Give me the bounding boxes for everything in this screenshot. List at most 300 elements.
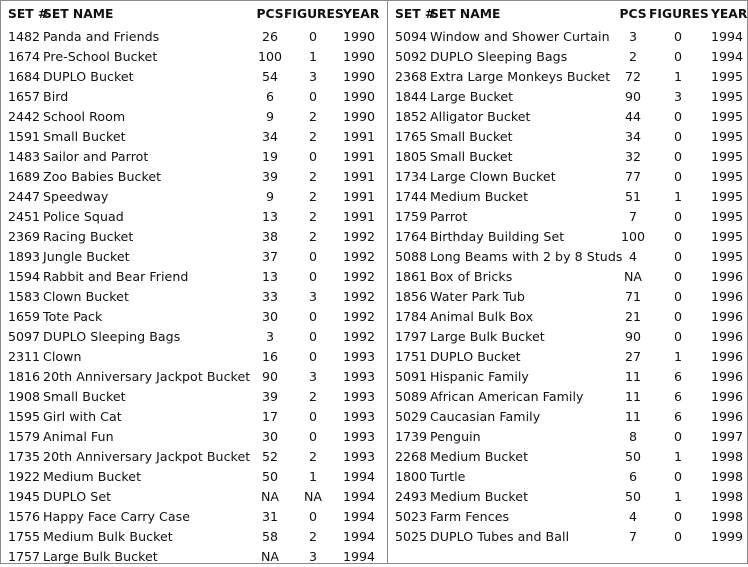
year-cell: 1995 — [711, 69, 744, 84]
table-row — [389, 327, 747, 347]
set-number-cell: 2493 — [395, 489, 428, 504]
right-table-body — [389, 27, 747, 547]
set-number-cell: 1765 — [395, 129, 428, 144]
figures-cell: 0 — [308, 269, 317, 284]
set-number-cell: 1805 — [395, 149, 428, 164]
table-row — [1, 87, 385, 107]
table-row — [389, 167, 747, 187]
figures-cell: 3 — [308, 369, 317, 384]
set-number-cell: 5023 — [395, 509, 428, 524]
figures-cell: 0 — [308, 249, 317, 264]
set-number-cell: 1852 — [395, 109, 428, 124]
set-name-cell: Pre-School Bucket — [43, 49, 158, 64]
table-row — [1, 387, 385, 407]
year-cell: 1994 — [343, 469, 376, 484]
year-cell: 1991 — [343, 129, 376, 144]
set-name-cell: Parrot — [430, 209, 468, 224]
pieces-cell: 50 — [624, 489, 642, 504]
set-name-cell: DUPLO Sleeping Bags — [43, 329, 181, 344]
set-number-cell: 1595 — [8, 409, 41, 424]
pieces-cell: 39 — [261, 169, 279, 184]
set-name-cell: Farm Fences — [430, 509, 510, 524]
set-name-cell: Window and Shower Curtain — [430, 29, 610, 44]
figures-cell: 1 — [673, 189, 682, 204]
table-row — [1, 27, 385, 47]
pieces-cell: 52 — [261, 449, 279, 464]
set-name-cell: Sailor and Parrot — [43, 149, 149, 164]
year-cell: 1994 — [343, 529, 376, 544]
table-row — [389, 527, 747, 547]
col-header-set-num: SET # — [395, 7, 436, 21]
col-header-year: YEAR — [711, 7, 748, 21]
set-number-cell: 2447 — [8, 189, 41, 204]
set-name-cell: Small Bucket — [430, 149, 513, 164]
set-name-cell: Medium Bucket — [430, 489, 529, 504]
pieces-cell: 26 — [261, 29, 279, 44]
set-name-cell: Medium Bulk Bucket — [43, 529, 173, 544]
year-cell: 1996 — [711, 309, 744, 324]
year-cell: 1992 — [343, 229, 376, 244]
col-header-set-num: SET # — [8, 7, 49, 21]
column-divider — [387, 1, 388, 563]
set-number-cell: 1764 — [395, 229, 428, 244]
figures-cell: 0 — [673, 109, 682, 124]
table-row — [389, 207, 747, 227]
table-header — [1, 1, 385, 27]
pieces-cell: 72 — [624, 69, 642, 84]
set-number-cell: 2451 — [8, 209, 41, 224]
left-table-body — [1, 27, 385, 567]
set-number-cell: 1797 — [395, 329, 428, 344]
figures-cell: 0 — [308, 309, 317, 324]
year-cell: 1993 — [343, 409, 376, 424]
pieces-cell: NA — [260, 549, 280, 564]
table-row — [389, 487, 747, 507]
set-number-cell: 1583 — [8, 289, 41, 304]
pieces-cell: 39 — [261, 389, 279, 404]
year-cell: 1992 — [343, 249, 376, 264]
set-name-cell: Birthday Building Set — [430, 229, 565, 244]
year-cell: 1998 — [711, 469, 744, 484]
set-name-cell: Jungle Bucket — [43, 249, 130, 264]
table-row — [1, 427, 385, 447]
table-row — [389, 467, 747, 487]
set-number-cell: 5089 — [395, 389, 428, 404]
table-row — [1, 447, 385, 467]
set-name-cell: Racing Bucket — [43, 229, 134, 244]
set-name-cell: Large Clown Bucket — [430, 169, 556, 184]
pieces-cell: 19 — [261, 149, 279, 164]
figures-cell: 0 — [673, 469, 682, 484]
pieces-cell: 7 — [628, 209, 637, 224]
set-number-cell: 1591 — [8, 129, 41, 144]
table-row — [1, 247, 385, 267]
year-cell: 1995 — [711, 89, 744, 104]
set-number-cell: 2369 — [8, 229, 41, 244]
set-number-cell: 1734 — [395, 169, 428, 184]
year-cell: 1990 — [343, 69, 376, 84]
table-row — [389, 147, 747, 167]
table-row — [1, 307, 385, 327]
pieces-cell: 34 — [261, 129, 279, 144]
year-cell: 1991 — [343, 189, 376, 204]
year-cell: 1994 — [711, 29, 744, 44]
figures-cell: 0 — [308, 329, 317, 344]
set-number-cell: 5088 — [395, 249, 428, 264]
table-row — [389, 407, 747, 427]
year-cell: 1990 — [343, 29, 376, 44]
set-number-cell: 5029 — [395, 409, 428, 424]
table-row — [389, 447, 747, 467]
year-cell: 1992 — [343, 269, 376, 284]
set-name-cell: Medium Bucket — [430, 189, 529, 204]
figures-cell: 0 — [308, 29, 317, 44]
set-name-cell: Small Bucket — [430, 129, 513, 144]
table-row — [1, 467, 385, 487]
set-number-cell: 1657 — [8, 89, 41, 104]
year-cell: 1997 — [711, 429, 744, 444]
pieces-cell: 16 — [261, 349, 279, 364]
figures-cell: 2 — [308, 169, 317, 184]
pieces-cell: NA — [260, 489, 280, 504]
year-cell: 1996 — [711, 409, 744, 424]
figures-cell: 0 — [673, 289, 682, 304]
pieces-cell: 32 — [624, 149, 642, 164]
pieces-cell: 71 — [624, 289, 642, 304]
set-number-cell: 1579 — [8, 429, 41, 444]
table-row — [1, 507, 385, 527]
set-number-cell: 1739 — [395, 429, 428, 444]
figures-cell: 0 — [673, 149, 682, 164]
set-number-cell: 1800 — [395, 469, 428, 484]
table-row — [389, 267, 747, 287]
set-name-cell: Penguin — [430, 429, 481, 444]
set-number-cell: 1844 — [395, 89, 428, 104]
table-row — [389, 347, 747, 367]
set-name-cell: DUPLO Tubes and Ball — [430, 529, 570, 544]
col-header-pcs: PCS — [256, 7, 284, 21]
set-number-cell: 5092 — [395, 49, 428, 64]
set-name-cell: Large Bulk Bucket — [43, 549, 158, 564]
figures-cell: 0 — [308, 89, 317, 104]
pieces-cell: 34 — [624, 129, 642, 144]
table-row — [1, 187, 385, 207]
figures-cell: 0 — [673, 429, 682, 444]
col-header-year: YEAR — [343, 7, 380, 21]
set-number-cell: 1689 — [8, 169, 41, 184]
table-row — [389, 187, 747, 207]
pieces-cell: 9 — [265, 109, 274, 124]
figures-cell: 1 — [308, 469, 317, 484]
table-row — [389, 247, 747, 267]
set-name-cell: DUPLO Set — [43, 489, 112, 504]
table-row — [389, 287, 747, 307]
year-cell: 1996 — [711, 389, 744, 404]
table-row — [389, 387, 747, 407]
figures-cell: 0 — [673, 129, 682, 144]
col-header-pcs: PCS — [619, 7, 647, 21]
set-name-cell: Hispanic Family — [430, 369, 529, 384]
figures-cell: 0 — [673, 209, 682, 224]
set-name-cell: Long Beams with 2 by 8 Studs — [430, 249, 623, 264]
set-name-cell: Clown — [43, 349, 82, 364]
set-name-cell: Animal Bulk Box — [430, 309, 534, 324]
table-row — [389, 427, 747, 447]
figures-cell: 0 — [673, 269, 682, 284]
table-row — [389, 47, 747, 67]
pieces-cell: 77 — [624, 169, 642, 184]
set-number-cell: 2311 — [8, 349, 41, 364]
table-row — [389, 367, 747, 387]
set-name-cell: Police Squad — [43, 209, 124, 224]
set-name-cell: DUPLO Sleeping Bags — [430, 49, 568, 64]
table-row — [389, 507, 747, 527]
figures-cell: 3 — [308, 549, 317, 564]
set-number-cell: 5097 — [8, 329, 41, 344]
set-number-cell: 1856 — [395, 289, 428, 304]
pieces-cell: 3 — [265, 329, 274, 344]
year-cell: 1991 — [343, 209, 376, 224]
pieces-cell: 37 — [261, 249, 279, 264]
set-number-cell: 5091 — [395, 369, 428, 384]
table-row — [1, 487, 385, 507]
year-cell: 1993 — [343, 429, 376, 444]
table-row — [1, 147, 385, 167]
set-name-cell: Bird — [43, 89, 69, 104]
figures-cell: 0 — [308, 429, 317, 444]
set-name-cell: Speedway — [43, 189, 109, 204]
year-cell: 1995 — [711, 169, 744, 184]
figures-cell: 0 — [673, 509, 682, 524]
set-name-cell: Turtle — [430, 469, 466, 484]
pieces-cell: 30 — [261, 309, 279, 324]
set-number-cell: 1684 — [8, 69, 41, 84]
pieces-cell: 13 — [261, 209, 279, 224]
figures-cell: 2 — [308, 129, 317, 144]
pieces-cell: 44 — [624, 109, 642, 124]
pieces-cell: 17 — [261, 409, 279, 424]
pieces-cell: NA — [623, 269, 643, 284]
col-header-figures: FIGURES — [284, 7, 344, 21]
year-cell: 1991 — [343, 149, 376, 164]
figures-cell: 6 — [673, 369, 682, 384]
table-row — [389, 87, 747, 107]
table-row — [1, 167, 385, 187]
year-cell: 1998 — [711, 449, 744, 464]
set-name-cell: Small Bucket — [43, 389, 126, 404]
set-number-cell: 1744 — [395, 189, 428, 204]
figures-cell: 0 — [673, 249, 682, 264]
figures-cell: 0 — [673, 529, 682, 544]
set-number-cell: 1908 — [8, 389, 41, 404]
figures-cell: 1 — [673, 449, 682, 464]
pieces-cell: 90 — [624, 89, 642, 104]
figures-cell: 0 — [673, 309, 682, 324]
set-number-cell: 5025 — [395, 529, 428, 544]
figures-cell: 1 — [308, 49, 317, 64]
pieces-cell: 31 — [261, 509, 279, 524]
table-row — [389, 67, 747, 87]
figures-cell: 2 — [308, 229, 317, 244]
set-name-cell: Animal Fun — [43, 429, 114, 444]
pieces-cell: 100 — [257, 49, 283, 64]
figures-cell: 6 — [673, 409, 682, 424]
year-cell: 1995 — [711, 109, 744, 124]
year-cell: 1996 — [711, 289, 744, 304]
table-row — [389, 27, 747, 47]
set-name-cell: Large Bulk Bucket — [430, 329, 545, 344]
figures-cell: 2 — [308, 449, 317, 464]
figures-cell: 0 — [673, 29, 682, 44]
figures-cell: 3 — [673, 89, 682, 104]
set-number-cell: 2268 — [395, 449, 428, 464]
figures-cell: 3 — [308, 289, 317, 304]
pieces-cell: 9 — [265, 189, 274, 204]
year-cell: 1990 — [343, 89, 376, 104]
set-name-cell: DUPLO Bucket — [43, 69, 134, 84]
col-header-set-name: SET NAME — [43, 7, 114, 21]
set-number-cell: 1893 — [8, 249, 41, 264]
set-number-cell: 1482 — [8, 29, 41, 44]
figures-cell: 2 — [308, 529, 317, 544]
year-cell: 1991 — [343, 169, 376, 184]
set-name-cell: Box of Bricks — [430, 269, 513, 284]
set-number-cell: 1751 — [395, 349, 428, 364]
pieces-cell: 13 — [261, 269, 279, 284]
figures-cell: 0 — [673, 329, 682, 344]
table-row — [1, 67, 385, 87]
table-row — [1, 367, 385, 387]
set-number-cell: 1757 — [8, 549, 41, 564]
table-row — [1, 547, 385, 567]
set-name-cell: Medium Bucket — [430, 449, 529, 464]
set-name-cell: 20th Anniversary Jackpot Bucket — [43, 369, 251, 384]
year-cell: 1994 — [343, 489, 376, 504]
pieces-cell: 6 — [265, 89, 274, 104]
pieces-cell: 100 — [620, 229, 646, 244]
table-row — [389, 107, 747, 127]
pieces-cell: 90 — [624, 329, 642, 344]
col-header-figures: FIGURES — [649, 7, 709, 21]
table-row — [1, 207, 385, 227]
pieces-cell: 30 — [261, 429, 279, 444]
pieces-cell: 2 — [628, 49, 637, 64]
set-name-cell: School Room — [43, 109, 126, 124]
year-cell: 1993 — [343, 389, 376, 404]
table-header — [389, 1, 747, 27]
set-name-cell: Zoo Babies Bucket — [43, 169, 162, 184]
figures-cell: 0 — [673, 169, 682, 184]
table-row — [1, 47, 385, 67]
set-number-cell: 1816 — [8, 369, 41, 384]
year-cell: 1998 — [711, 509, 744, 524]
set-name-cell: DUPLO Bucket — [430, 349, 521, 364]
table-row — [1, 127, 385, 147]
table-row — [1, 527, 385, 547]
year-cell: 1995 — [711, 129, 744, 144]
figures-cell: 1 — [673, 349, 682, 364]
col-header-set-name: SET NAME — [430, 7, 501, 21]
year-cell: 1996 — [711, 369, 744, 384]
set-name-cell: Happy Face Carry Case — [43, 509, 191, 524]
table-row — [1, 287, 385, 307]
table-row — [1, 107, 385, 127]
pieces-cell: 11 — [624, 409, 642, 424]
set-number-cell: 1945 — [8, 489, 41, 504]
pieces-cell: 27 — [624, 349, 642, 364]
figures-cell: 0 — [308, 509, 317, 524]
pieces-cell: 50 — [261, 469, 279, 484]
figures-cell: 0 — [308, 409, 317, 424]
figures-cell: 2 — [308, 209, 317, 224]
set-name-cell: 20th Anniversary Jackpot Bucket — [43, 449, 251, 464]
figures-cell: 0 — [308, 149, 317, 164]
table-row — [1, 407, 385, 427]
set-number-cell: 1755 — [8, 529, 41, 544]
year-cell: 1992 — [343, 309, 376, 324]
pieces-cell: 50 — [624, 449, 642, 464]
right-table — [389, 1, 747, 547]
set-number-cell: 1594 — [8, 269, 41, 284]
set-name-cell: Alligator Bucket — [430, 109, 531, 124]
year-cell: 1994 — [343, 549, 376, 564]
year-cell: 1996 — [711, 349, 744, 364]
year-cell: 1996 — [711, 269, 744, 284]
year-cell: 1992 — [343, 329, 376, 344]
pieces-cell: 3 — [628, 29, 637, 44]
set-name-cell: Water Park Tub — [430, 289, 525, 304]
figures-cell: 1 — [673, 489, 682, 504]
set-name-cell: Rabbit and Bear Friend — [43, 269, 189, 284]
year-cell: 1993 — [343, 349, 376, 364]
set-number-cell: 1735 — [8, 449, 41, 464]
year-cell: 1990 — [343, 109, 376, 124]
year-cell: 1995 — [711, 149, 744, 164]
set-number-cell: 2442 — [8, 109, 41, 124]
set-number-cell: 1674 — [8, 49, 41, 64]
set-name-cell: Panda and Friends — [43, 29, 160, 44]
pieces-cell: 11 — [624, 389, 642, 404]
year-cell: 1999 — [711, 529, 744, 544]
year-cell: 1995 — [711, 209, 744, 224]
pieces-cell: 21 — [624, 309, 642, 324]
figures-cell: 0 — [673, 49, 682, 64]
set-name-cell: African American Family — [430, 389, 584, 404]
set-number-cell: 1922 — [8, 469, 41, 484]
figures-cell: NA — [303, 489, 323, 504]
left-table — [1, 1, 385, 567]
year-cell: 1995 — [711, 189, 744, 204]
set-number-cell: 2368 — [395, 69, 428, 84]
pieces-cell: 8 — [628, 429, 637, 444]
figures-cell: 2 — [308, 389, 317, 404]
table-row — [389, 227, 747, 247]
set-number-cell: 1784 — [395, 309, 428, 324]
set-number-cell: 1759 — [395, 209, 428, 224]
pieces-cell: 54 — [261, 69, 279, 84]
set-number-cell: 1576 — [8, 509, 41, 524]
table-row — [1, 347, 385, 367]
figures-cell: 2 — [308, 189, 317, 204]
figures-cell: 2 — [308, 109, 317, 124]
pieces-cell: 90 — [261, 369, 279, 384]
set-name-cell: Girl with Cat — [43, 409, 122, 424]
year-cell: 1990 — [343, 49, 376, 64]
set-name-cell: Clown Bucket — [43, 289, 129, 304]
set-number-cell: 5094 — [395, 29, 428, 44]
pieces-cell: 51 — [624, 189, 642, 204]
set-name-cell: Large Bucket — [430, 89, 514, 104]
